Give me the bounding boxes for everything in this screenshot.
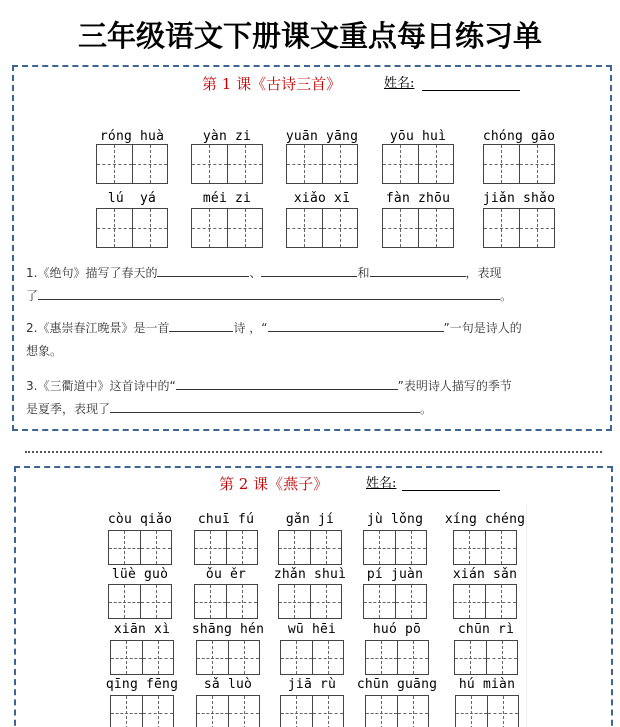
writing-grid[interactable]	[278, 530, 342, 565]
writing-grid[interactable]	[196, 695, 260, 727]
pinyin-text: yàn zi	[202, 129, 252, 144]
pinyin-text: chóng gāo	[482, 129, 556, 144]
pinyin-text: xíng chéng	[444, 512, 526, 527]
pinyin-text: méi zi	[202, 191, 252, 206]
name-input-line[interactable]	[422, 90, 520, 91]
section-divider	[25, 451, 602, 453]
writing-grid[interactable]	[365, 640, 429, 675]
question-text: 和	[357, 266, 370, 280]
writing-grid[interactable]	[455, 695, 519, 727]
pinyin-text: yōu huì	[389, 129, 447, 144]
writing-grid[interactable]	[453, 584, 517, 619]
pinyin-text: yuān yāng	[285, 129, 359, 144]
writing-grid[interactable]	[110, 640, 174, 675]
pinyin-text: huó pō	[372, 622, 422, 637]
answer-blank[interactable]	[157, 263, 249, 277]
pinyin-text: xián sǎn	[452, 567, 518, 582]
answer-blank[interactable]	[268, 318, 444, 332]
pinyin-text: jù lǒng	[366, 512, 424, 527]
question-text: 《惠崇春江晚景》是一首	[37, 321, 170, 335]
writing-grid[interactable]	[191, 144, 263, 184]
pinyin-text: lú yá	[107, 191, 157, 206]
name-input-line[interactable]	[402, 490, 500, 491]
pinyin-text: shāng hén	[191, 622, 265, 637]
pinyin-text: qīng fēng	[105, 677, 179, 692]
question-text: 、	[249, 266, 262, 280]
lesson-1-header	[14, 73, 610, 95]
writing-grid[interactable]	[365, 695, 429, 727]
writing-grid[interactable]	[454, 640, 518, 675]
lesson-2-header	[16, 473, 611, 495]
writing-grid[interactable]	[108, 584, 172, 619]
writing-grid[interactable]	[278, 584, 342, 619]
writing-grid[interactable]	[363, 530, 427, 565]
writing-grid[interactable]	[286, 144, 358, 184]
question-text: 《绝句》描写了春天的	[37, 266, 158, 280]
question-text: 了	[26, 289, 39, 303]
question-1	[26, 262, 606, 308]
writing-grid[interactable]	[110, 695, 174, 727]
question-2	[26, 317, 606, 363]
writing-grid[interactable]	[194, 584, 258, 619]
question-3	[26, 375, 606, 421]
writing-grid[interactable]	[280, 640, 344, 675]
pinyin-text: còu qiǎo	[107, 512, 173, 527]
question-text: ，表现	[465, 266, 502, 280]
writing-grid[interactable]	[96, 208, 168, 248]
pinyin-text: chuī fú	[197, 512, 255, 527]
lesson-1-title: 第 1 课《古诗三首》	[202, 75, 342, 93]
writing-grid[interactable]	[382, 208, 454, 248]
pinyin-text: xiān xì	[113, 622, 171, 637]
writing-grid[interactable]	[96, 144, 168, 184]
question-text: 《三衢道中》这首诗中的“	[37, 379, 176, 393]
pinyin-text: jiā rù	[287, 677, 337, 692]
writing-grid[interactable]	[483, 208, 555, 248]
pinyin-text: lüè guò	[111, 567, 169, 582]
writing-grid[interactable]	[196, 640, 260, 675]
question-text: 。	[500, 289, 513, 303]
lesson-2-title: 第 2 课《燕子》	[219, 475, 329, 493]
question-text: 想象。	[26, 344, 63, 358]
question-text: 诗 ，“	[233, 321, 268, 335]
pinyin-text: xiǎo xī	[293, 191, 351, 206]
question-text: ”表明诗人描写的季节	[397, 379, 512, 393]
pinyin-text: pí juàn	[366, 567, 424, 582]
answer-blank[interactable]	[370, 263, 466, 277]
writing-grid[interactable]	[191, 208, 263, 248]
pinyin-text: hú miàn	[458, 677, 516, 692]
writing-grid[interactable]	[108, 530, 172, 565]
writing-grid[interactable]	[194, 530, 258, 565]
name-label: 姓名:	[384, 76, 415, 91]
pinyin-text: wū hēi	[287, 622, 337, 637]
pinyin-text: fàn zhōu	[385, 191, 451, 206]
answer-blank[interactable]	[176, 376, 398, 390]
writing-grid[interactable]	[453, 530, 517, 565]
answer-blank[interactable]	[110, 399, 420, 413]
image-edge	[526, 505, 527, 727]
question-text: 是夏季，表现了	[26, 402, 111, 416]
pinyin-text: chūn guāng	[356, 677, 438, 692]
pinyin-text: chūn rì	[457, 622, 515, 637]
pinyin-text: ǒu ěr	[205, 567, 247, 582]
question-number: 2.	[26, 321, 38, 335]
question-number: 1.	[26, 266, 38, 280]
writing-grid[interactable]	[382, 144, 454, 184]
writing-grid[interactable]	[286, 208, 358, 248]
pinyin-text: jiǎn shǎo	[482, 191, 556, 206]
pinyin-text: róng huà	[99, 129, 165, 144]
pinyin-text: zhǎn shuì	[273, 567, 347, 582]
answer-blank[interactable]	[261, 263, 357, 277]
writing-grid[interactable]	[363, 584, 427, 619]
question-number: 3.	[26, 379, 38, 393]
pinyin-text: gǎn jí	[285, 512, 335, 527]
question-text: ”一句是诗人的	[443, 321, 522, 335]
lesson-1-card	[12, 65, 612, 431]
document-title: 三年级语文下册课文重点每日练习单	[77, 19, 542, 53]
writing-grid[interactable]	[280, 695, 344, 727]
answer-blank[interactable]	[169, 318, 233, 332]
question-text: 。	[420, 402, 433, 416]
writing-grid[interactable]	[483, 144, 555, 184]
name-label: 姓名:	[366, 476, 397, 491]
pinyin-text: sǎ luò	[203, 677, 253, 692]
answer-blank[interactable]	[38, 286, 500, 300]
